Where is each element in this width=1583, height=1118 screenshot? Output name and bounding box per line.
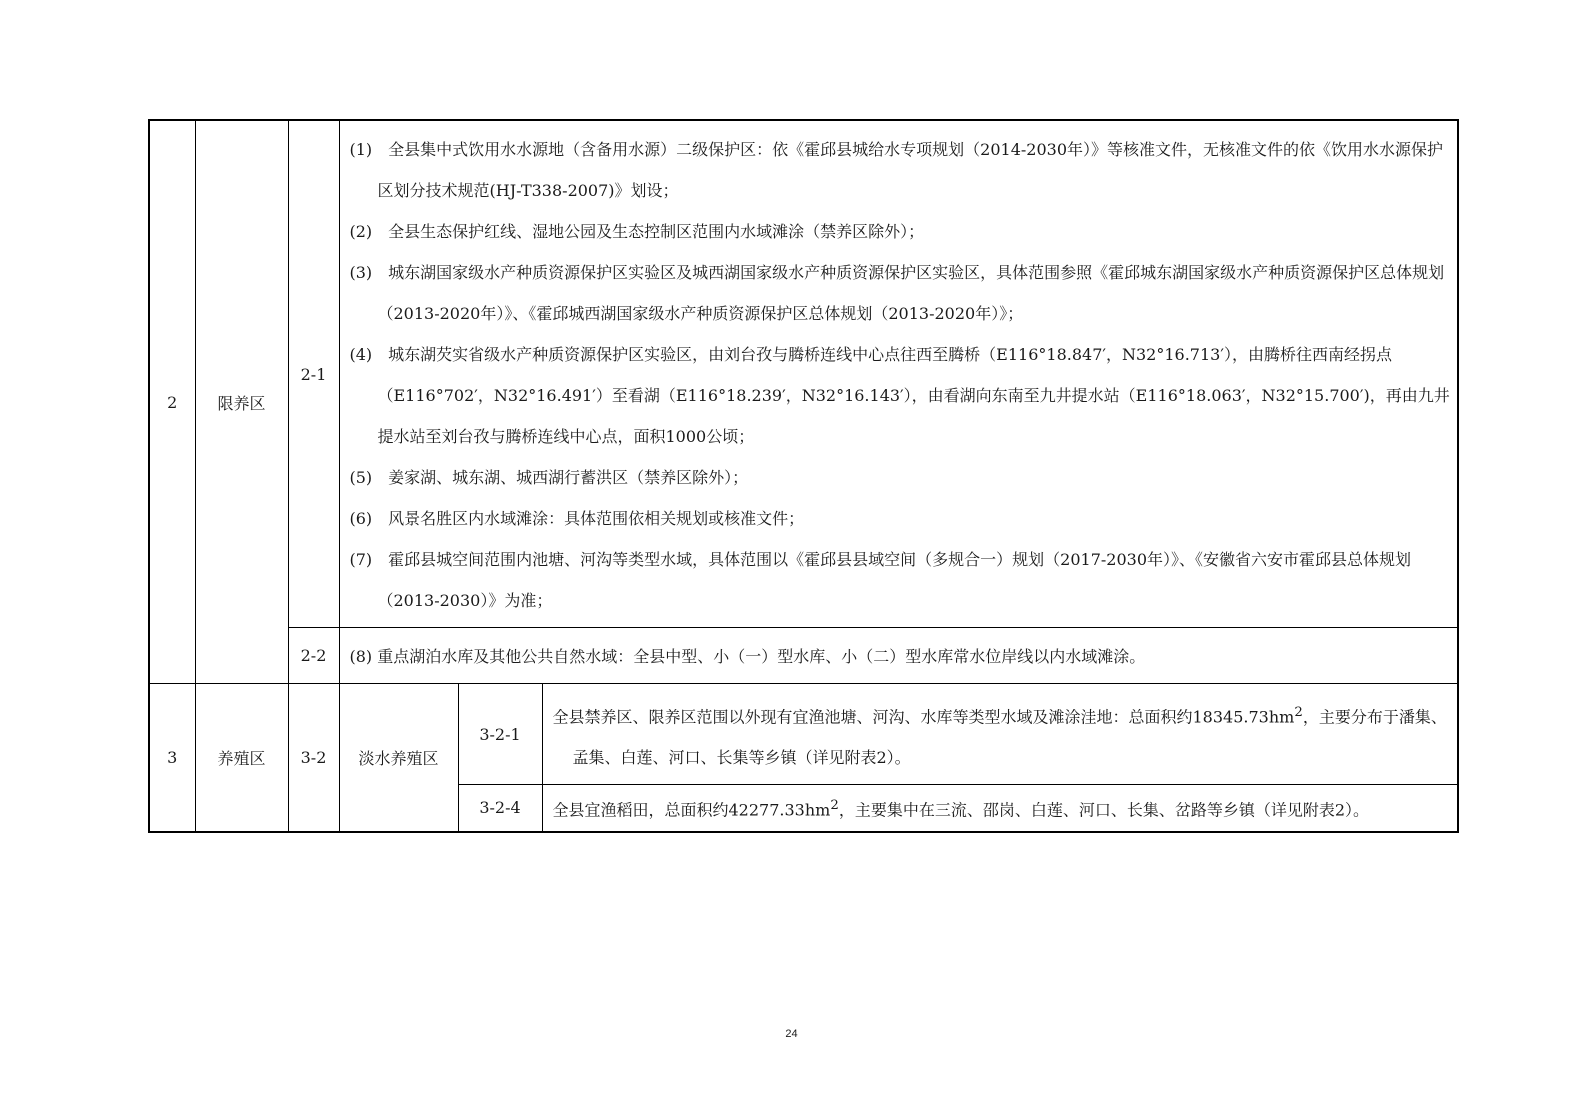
list-item: (5) 姜家湖、城东湖、城西湖行蓄洪区（禁养区除外）； (349, 468, 749, 487)
zoning-table (148, 119, 1459, 833)
section-number: 3 (149, 684, 195, 832)
list-item: (1) 全县集中式饮用水水源地（含备用水源）二级保护区：依《霍邱县城给水专项规划（2014-2030年）》等核准文件，无核准文件的依《饮用水水源保护区划分技术规范(HJ-T338-2007)》划设； (349, 140, 1444, 200)
item-text: 全县禁养区、限养区范围以外现有宜渔池塘、河沟、水库等类型水域及滩涂洼地：总面积约$18345.73hm^2$，主要分布于潘集、孟集、白莲、河口、长集等乡镇（详见附表2）。 (552, 705, 1447, 768)
subsection-content (339, 628, 1458, 684)
list-item: (3) 城东湖国家级水产种质资源保护区实验区及城西湖国家级水产种质资源保护区实验区，具体范围参照《霍邱城东湖国家级水产种质资源保护区总体规划（2013-2020年）》、《霍邱城西湖国家级水产种质资源保护区总体规划（2013-2020年）》； (349, 263, 1445, 323)
item-content (542, 785, 1458, 832)
item-content (542, 684, 1458, 785)
subsection-code: 2-2 (288, 628, 339, 684)
section-name: 限养区 (195, 120, 288, 684)
subsection-content (339, 120, 1458, 628)
table-row (149, 628, 1458, 684)
section-name: 养殖区 (195, 684, 288, 832)
list-item: (7) 霍邱县城空间范围内池塘、河沟等类型水域，具体范围以《霍邱县县域空间（多规合一）规划（2017-2030年）》、《安徽省六安市霍邱县总体规划（2013-2030）》为准； (349, 550, 1412, 610)
subsection-code: 3-2 (288, 684, 339, 832)
subsection-code: 2-1 (288, 120, 339, 628)
list-item: (4) 城东湖芡实省级水产种质资源保护区实验区，由刘台孜与腾桥连线中心点往西至腾桥（E116°18.847′，N32°16.713′），由腾桥往西南经拐点（E116°702′，N32°16.491′）至看湖（E116°18.239′，N32°16.143′），由看湖向东南至九井提水站（E116°18.063′，N32°15.700′)，再由九井提水站至刘台孜与腾桥连线中心点，面积1000公顷； (349, 345, 1450, 446)
list-item: (2) 全县生态保护红线、湿地公园及生态控制区范围内水域滩涂（禁养区除外）； (349, 222, 925, 241)
item-code: 3-2-4 (458, 785, 542, 832)
table-row (149, 684, 1458, 785)
item-text: 全县宜渔稻田，总面积约$42277.33hm^2$，主要集中在三流、邵岗、白莲、河口、长集、岔路等乡镇（详见附表2）。 (552, 798, 1369, 820)
list-item: (6) 风景名胜区内水域滩涂：具体范围依相关规划或核准文件； (349, 509, 805, 528)
list-item: (8) 重点湖泊水库及其他公共自然水域：全县中型、小（一）型水库、小（二）型水库常水位岸线以内水域滩涂。 (349, 647, 1146, 666)
page-number: 24 (785, 1028, 798, 1040)
section-number: 2 (149, 120, 195, 684)
item-code: 3-2-1 (458, 684, 542, 785)
table-row (149, 120, 1458, 628)
category-name: 淡水养殖区 (339, 684, 458, 832)
